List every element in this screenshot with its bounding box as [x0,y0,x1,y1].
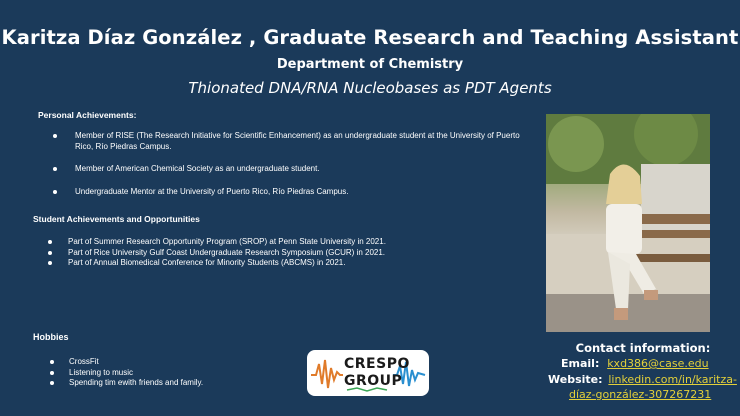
list-item: CrossFit [47,357,277,368]
hobbies-list [47,357,277,389]
crespo-group-logo [307,350,429,396]
list-item: Undergraduate Mentor at the University of Puerto Rico, Río Piedras Campus. [53,187,538,198]
project-subtitle: Thionated DNA/RNA Nucleobases as PDT Agents [188,79,552,97]
email-link[interactable]: kxd386@case.edu [607,357,709,370]
website-link[interactable]: linkedin.com/in/karitza- [608,373,737,386]
page-title: Karitza Díaz González , Graduate Research and Teaching Assistant [1,26,739,49]
list-item: Part of Summer Research Opportunity Program (SROP) at Penn State University in 2021. [45,237,390,248]
list-item: Member of American Chemical Society as an undergraduate student. [53,164,538,175]
website-row [548,373,740,386]
list-item: Part of Rice University Gulf Coast Undergraduate Research Symposium (GCUR) in 2021. [45,248,390,259]
website-label: Website: [548,373,603,386]
profile-photo [546,114,710,332]
logo-text-line2: GROUP [344,373,403,389]
contact-heading: Contact information: [575,341,711,355]
logo-text-line1: CRESPO [344,356,410,372]
email-label: Email: [561,357,600,370]
personal-achievements-list [53,131,538,209]
student-achievements-heading: Student Achievements and Opportunities [33,214,200,224]
list-item: Listening to music [47,368,277,379]
email-row [561,357,709,370]
department-subtitle: Department of Chemistry [276,57,464,72]
website-link-continued[interactable]: díaz-gonzález-307267231 [569,388,712,401]
personal-achievements-heading: Personal Achievements: [38,110,137,120]
hobbies-heading: Hobbies [33,332,69,342]
list-item: Spending tim ewith friends and family. [47,378,277,389]
list-item: Member of RISE (The Research Initiative for Scientific Enhancement) as an undergraduate student at the University of Puerto Rico, Río Piedras Campus. [53,131,538,152]
list-item: Part of Annual Biomedical Conference for Minority Students (ABCMS) in 2021. [45,258,390,269]
student-achievements-list [45,237,390,269]
website-row-continued [569,388,711,401]
